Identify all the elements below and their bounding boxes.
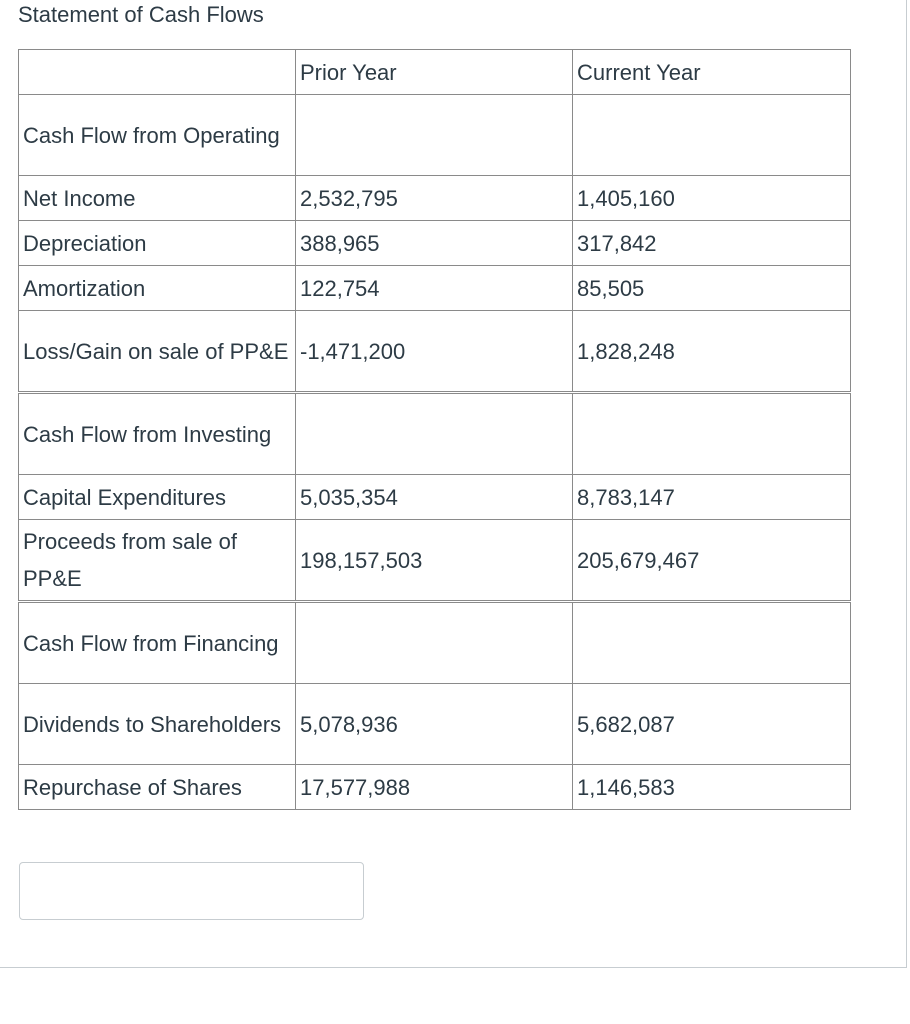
table-row xyxy=(19,765,851,810)
row-label: Dividends to Shareholders xyxy=(19,684,296,765)
prior-value: 2,532,795 xyxy=(296,176,573,221)
prior-value: 122,754 xyxy=(296,266,573,311)
empty-cell xyxy=(296,393,573,475)
prior-value: 198,157,503 xyxy=(296,520,573,602)
table-row xyxy=(19,221,851,266)
empty-cell xyxy=(573,393,851,475)
section-heading-operating: Cash Flow from Operating xyxy=(19,95,296,176)
section-heading-row xyxy=(19,393,851,475)
current-value: 317,842 xyxy=(573,221,851,266)
section-heading-row xyxy=(19,95,851,176)
table-row xyxy=(19,176,851,221)
prior-value: 17,577,988 xyxy=(296,765,573,810)
current-value: 1,146,583 xyxy=(573,765,851,810)
section-heading-investing: Cash Flow from Investing xyxy=(19,393,296,475)
empty-cell xyxy=(296,95,573,176)
table-row xyxy=(19,520,851,602)
prior-value: 5,035,354 xyxy=(296,475,573,520)
header-prior-year: Prior Year xyxy=(296,50,573,95)
answer-input[interactable] xyxy=(19,862,364,920)
table-row xyxy=(19,311,851,393)
current-value: 205,679,467 xyxy=(573,520,851,602)
table-header-row xyxy=(19,50,851,95)
row-label: Depreciation xyxy=(19,221,296,266)
cash-flow-table xyxy=(18,49,851,810)
current-value: 5,682,087 xyxy=(573,684,851,765)
current-value: 85,505 xyxy=(573,266,851,311)
table-row xyxy=(19,684,851,765)
table-row xyxy=(19,475,851,520)
empty-cell xyxy=(573,602,851,684)
empty-cell xyxy=(296,602,573,684)
section-heading-financing: Cash Flow from Financing xyxy=(19,602,296,684)
table-row xyxy=(19,266,851,311)
row-label: Capital Expenditures xyxy=(19,475,296,520)
row-label: Amortization xyxy=(19,266,296,311)
row-label: Proceeds from sale of PP&E xyxy=(19,520,296,602)
row-label: Repurchase of Shares xyxy=(19,765,296,810)
section-heading-row xyxy=(19,602,851,684)
prior-value: 388,965 xyxy=(296,221,573,266)
header-current-year: Current Year xyxy=(573,50,851,95)
prior-value: -1,471,200 xyxy=(296,311,573,393)
current-value: 1,828,248 xyxy=(573,311,851,393)
current-value: 1,405,160 xyxy=(573,176,851,221)
prior-value: 5,078,936 xyxy=(296,684,573,765)
row-label: Loss/Gain on sale of PP&E xyxy=(19,311,296,393)
current-value: 8,783,147 xyxy=(573,475,851,520)
header-cell-empty xyxy=(19,50,296,95)
empty-cell xyxy=(573,95,851,176)
row-label: Net Income xyxy=(19,176,296,221)
page-title: Statement of Cash Flows xyxy=(18,2,264,27)
